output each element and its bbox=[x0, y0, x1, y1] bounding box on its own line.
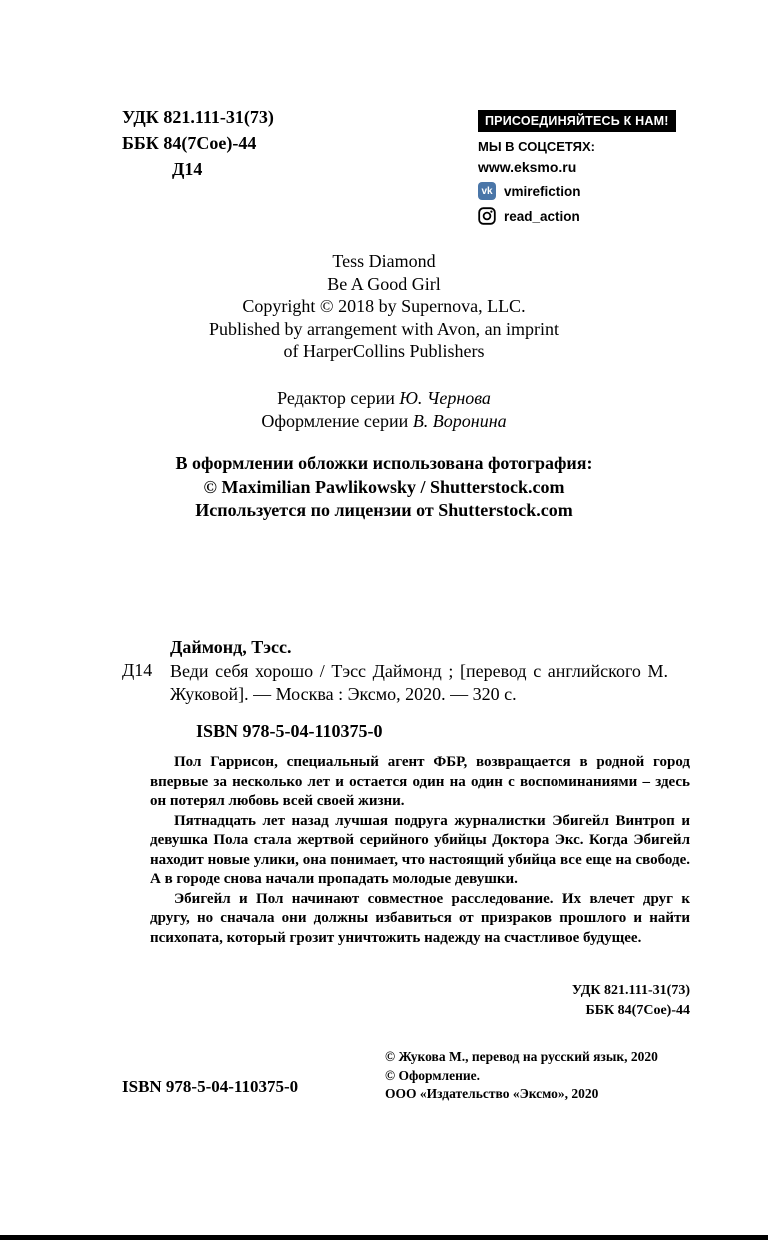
series-designer-name: В. Воронина bbox=[412, 410, 507, 431]
annotation-paragraph: Пол Гаррисон, специальный агент ФБР, возвращается в родной город впервые за несколько лет и остается один на один с воспоминаниями – здесь он потерял любовь всей своей жизни. bbox=[150, 754, 690, 809]
scan-edge-bar bbox=[0, 1235, 768, 1240]
instagram-handle: read_action bbox=[504, 208, 580, 224]
cover-credit-line-1: В оформлении обложки использована фотография: bbox=[175, 453, 593, 473]
original-edition-block bbox=[0, 250, 768, 363]
annotation-paragraph: Пятнадцать лет назад лучшая подруга журналистки Эбигейл Винтроп и девушка Пола стала жертвой серийного убийцы Доктора Экс. Когда Эбигейл находит новые улики, она понимает, что настоящий убийца все еще на свободе. А в городе снова начали пропадать молодые девушки. bbox=[150, 812, 690, 887]
cover-credit-block bbox=[0, 452, 768, 523]
series-designer-line bbox=[0, 410, 768, 433]
series-editor-name: Ю. Чернова bbox=[399, 388, 491, 408]
annotation-block bbox=[150, 753, 690, 948]
bib-author: Даймонд, Тэсс. bbox=[170, 637, 292, 657]
arrangement-line-2: of HarperCollins Publishers bbox=[283, 341, 485, 361]
catalog-codes-bottom bbox=[572, 981, 690, 1021]
vk-handle: vmirefiction bbox=[504, 183, 581, 199]
cover-credit-line-3: Используется по лицензии от Shutterstock.com bbox=[195, 500, 573, 520]
original-title: Be A Good Girl bbox=[327, 273, 441, 294]
footer-udk: УДК 821.111-31(73) bbox=[571, 983, 690, 998]
copyright-line: Copyright © 2018 by Supernova, LLC. bbox=[242, 296, 526, 316]
catalog-codes-top bbox=[122, 104, 274, 182]
social-block bbox=[478, 110, 696, 225]
original-author: Tess Diamond bbox=[332, 251, 436, 271]
website-url: www.eksmo.ru bbox=[478, 159, 577, 175]
isbn-bottom: ISBN 978-5-04-110375-0 bbox=[122, 1077, 299, 1096]
series-editor-label: Редактор серии bbox=[277, 388, 400, 408]
copyright-design: © Оформление. bbox=[385, 1067, 481, 1083]
copyright-translation: © Жукова М., перевод на русский язык, 2020 bbox=[385, 1049, 658, 1064]
cover-credit-line-2: © Maximilian Pawlikowsky / Shutterstock.com bbox=[203, 476, 565, 497]
author-code: Д14 bbox=[172, 159, 203, 179]
instagram-icon bbox=[478, 207, 496, 225]
vk-row bbox=[478, 182, 696, 200]
footer-bbk: ББК 84(7Сое)-44 bbox=[585, 1003, 690, 1018]
udk-code: УДК 821.111-31(73) bbox=[122, 107, 274, 127]
series-editor-line bbox=[0, 387, 768, 410]
annotation-paragraph: Эбигейл и Пол начинают совместное расследование. Их влечет друг к другу, но сначала они должны избавиться от призраков прошлого и найти психопата, который грозит уничтожить надежду на счастливое будущее. bbox=[150, 890, 690, 946]
arrangement-line-1: Published by arrangement with Avon, an imprint bbox=[208, 318, 560, 339]
copyright-block bbox=[385, 1048, 658, 1104]
bib-entry: Веди себя хорошо / Тэсс Даймонд ; [перевод с английского М. Жуковой]. — Москва : Эксмо, 2020. — 320 с. bbox=[170, 661, 668, 704]
series-credits-block bbox=[0, 387, 768, 432]
instagram-row bbox=[478, 207, 696, 225]
social-heading: МЫ В СОЦСЕТЯХ: bbox=[478, 139, 596, 154]
bib-code: Д14 bbox=[122, 660, 153, 680]
series-designer-label: Оформление серии bbox=[261, 410, 413, 431]
copyright-publisher: ООО «Издательство «Эксмо», 2020 bbox=[385, 1086, 599, 1101]
bib-isbn: ISBN 978-5-04-110375-0 bbox=[196, 721, 383, 741]
vk-icon: vk bbox=[478, 182, 496, 200]
join-banner: ПРИСОЕДИНЯЙТЕСЬ К НАМ! bbox=[478, 110, 676, 132]
bbk-code: ББК 84(7Сое)-44 bbox=[122, 133, 257, 153]
